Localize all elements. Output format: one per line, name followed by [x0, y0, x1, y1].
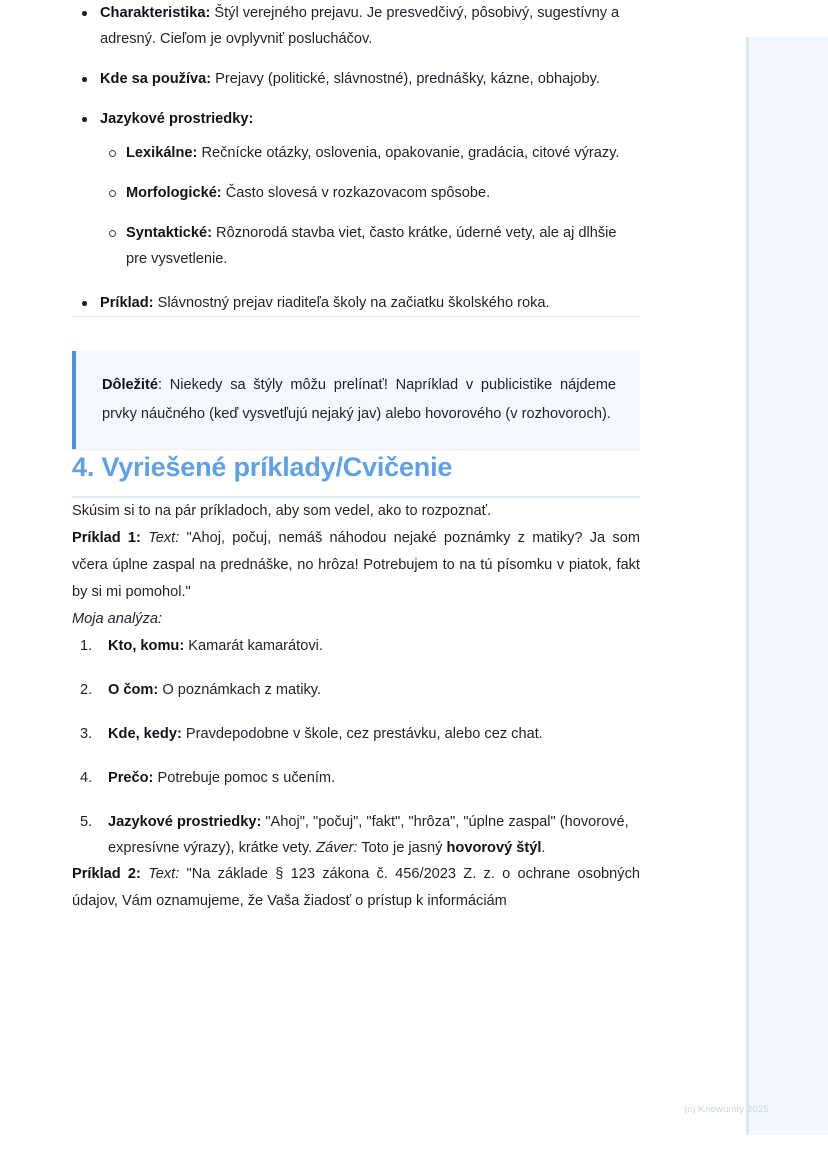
subbullet-term: Syntaktické: — [126, 225, 212, 241]
style-characteristics-list — [72, 0, 640, 316]
right-side-panel-edge — [746, 37, 749, 1135]
analysis-text: Kamarát kamarátovi. — [184, 638, 323, 654]
list-item — [72, 0, 640, 52]
list-item — [72, 809, 640, 861]
list-item — [72, 633, 640, 659]
analysis-term: Prečo: — [108, 770, 154, 786]
list-item — [72, 106, 640, 272]
conclusion-text: Toto je jasný — [357, 840, 447, 856]
callout-term: Dôležité — [102, 377, 158, 393]
subbullet-text: Rôznorodá stavba viet, často krátke, úderné vety, ale aj dlhšie pre vysvetlenie. — [126, 225, 617, 267]
conclusion-label: Záver: — [316, 840, 358, 856]
important-callout — [72, 351, 640, 449]
subbullet-text: Často slovesá v rozkazovacom spôsobe. — [221, 185, 491, 201]
example-2-quote: "Na základe § 123 zákona č. 456/2023 Z. z. o ochrane osobných údajov, Vám oznamujeme, že Vaša žiadosť o prístup k informáciám — [72, 866, 641, 909]
language-means-sublist — [100, 140, 640, 272]
analysis-text: Pravdepodobne v škole, cez prestávku, alebo cez chat. — [181, 726, 543, 742]
sub-list-item — [100, 180, 640, 206]
bullet-text: Prejavy (politické, slávnostné), prednášky, kázne, obhajoby. — [211, 71, 600, 87]
sub-list-item — [100, 220, 640, 272]
analysis-label-text: Moja analýza: — [72, 611, 163, 627]
page-title: 4. Vyriešené príklady/Cvičenie — [72, 450, 640, 498]
bullet-term: Jazykové prostriedky: — [100, 111, 254, 127]
bullet-term: Charakteristika: — [100, 5, 211, 21]
bullet-text: Slávnostný prejav riaditeľa školy na začiatku školského roka. — [153, 295, 550, 311]
example-1-label: Príklad 1: — [72, 530, 141, 546]
subbullet-text: Rečnícke otázky, oslovenia, opakovanie, gradácia, citové výrazy. — [197, 145, 620, 161]
section-divider-1 — [72, 316, 640, 317]
conclusion-end: . — [541, 840, 546, 856]
example-2-paragraph — [72, 861, 640, 915]
example-2-text-label: Text: — [148, 866, 180, 882]
analysis-term: O čom: — [108, 682, 159, 698]
analysis-term: Jazykové prostriedky: — [108, 814, 262, 830]
example-2-label: Príklad 2: — [72, 866, 141, 882]
right-side-panel — [746, 37, 828, 1135]
section-intro: Skúsim si to na pár príkladoch, aby som vedel, ako to rozpoznať. — [72, 503, 492, 519]
list-item — [72, 290, 640, 316]
analysis-list — [72, 633, 640, 861]
sub-list-item — [100, 140, 640, 166]
analysis-text: "Ahoj", "počuj", "fakt", "hrôza", "úplne zaspal" (hovorové, expresívne výrazy), krátke vety. — [108, 814, 629, 856]
analysis-text: O poznámkach z matiky. — [158, 682, 322, 698]
analysis-label — [72, 606, 640, 633]
analysis-term: Kto, komu: — [108, 638, 185, 654]
bullet-term: Kde sa používa: — [100, 71, 212, 87]
watermark: (c) Knowunity 2025 — [684, 1104, 769, 1115]
example-1-quote: "Ahoj, počuj, nemáš náhodou nejaké poznámky z matiky? Ja som včera úplne zaspal na prednáške, no hrôza! Potrebujem to na tú písomku v piatok, fakt by si mi pomohol." — [72, 530, 640, 600]
bullet-text: Štýl verejného prejavu. Je presvedčivý, pôsobivý, sugestívny a adresný. Cieľom je ovplyvniť poslucháčov. — [100, 5, 620, 47]
example-1-paragraph — [72, 525, 640, 606]
conclusion-bold: hovorový štýl — [446, 840, 542, 856]
analysis-term: Kde, kedy: — [108, 726, 182, 742]
subbullet-term: Morfologické: — [126, 185, 222, 201]
list-item — [72, 66, 640, 92]
callout-text: : Niekedy sa štýly môžu prelínať! Napríklad v publicistike nájdeme prvky náučného (keď vysvetľujú nejaký jav) alebo hovorového (v rozhovoroch). — [102, 377, 616, 422]
example-1-text-label: Text: — [148, 530, 180, 546]
list-item — [72, 677, 640, 703]
subbullet-term: Lexikálne: — [126, 145, 198, 161]
analysis-text: Potrebuje pomoc s učením. — [153, 770, 336, 786]
list-item — [72, 721, 640, 747]
list-item — [72, 765, 640, 791]
bullet-term: Príklad: — [100, 295, 154, 311]
